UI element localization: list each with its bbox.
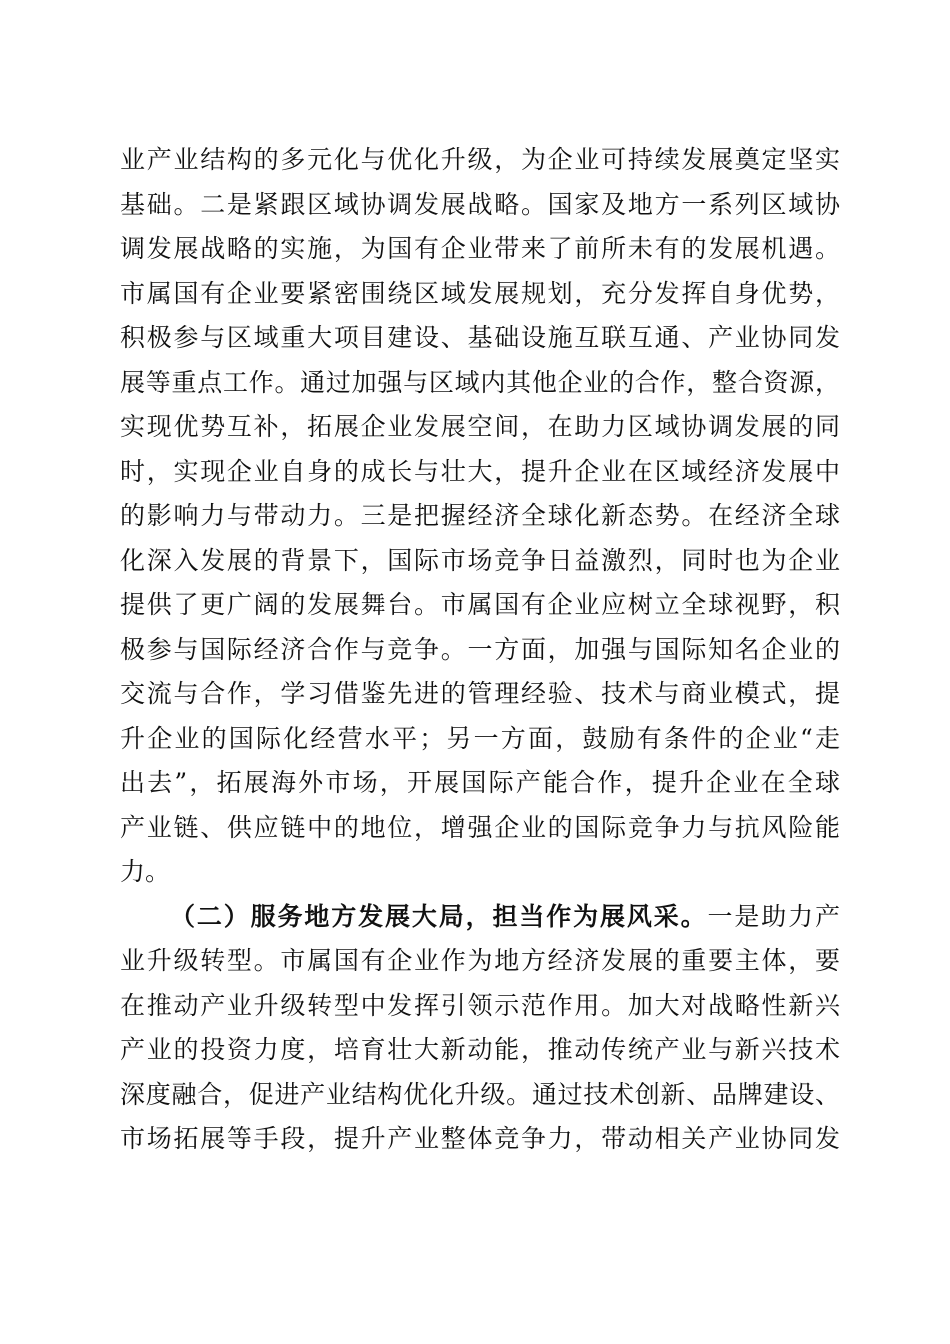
text-line: 实现优势互补，拓展企业发展空间，在助力区域协调发展的同: [120, 412, 840, 441]
text-line: 积极参与区域重大项目建设、基础设施互联互通、产业协同发: [120, 323, 840, 352]
text-line: 产业的投资力度，培育壮大新动能，推动传统产业与新兴技术: [120, 1035, 840, 1064]
text-line: 力。: [120, 857, 171, 886]
text-line: 市属国有企业要紧密围绕区域发展规划，充分发挥自身优势，: [120, 278, 840, 308]
text-line: 业升级转型。市属国有企业作为地方经济发展的重要主体，要: [120, 946, 840, 975]
section-first-line: [120, 895, 840, 940]
text-line: 展等重点工作。通过加强与区域内其他企业的合作，整合资源，: [120, 367, 840, 397]
text-line: 提供了更广阔的发展舞台。市属国有企业应树立全球视野，积: [120, 590, 840, 619]
text-line: 深度融合，促进产业结构优化升级。通过技术创新、品牌建设、: [120, 1079, 840, 1109]
document-body: [120, 138, 840, 1162]
text-line: 业产业结构的多元化与优化升级，为企业可持续发展奠定坚实: [120, 145, 840, 174]
text-line: 市场拓展等手段，提升产业整体竞争力，带动相关产业协同发: [120, 1124, 840, 1153]
text-line: 极参与国际经济合作与竞争。一方面，加强与国际知名企业的: [120, 634, 840, 664]
section-heading: （二）服务地方发展大局，担当作为展风采。: [170, 901, 708, 931]
text-line: 升企业的国际化经营水平；另一方面，鼓励有条件的企业“走: [120, 723, 840, 753]
section-first-line-text: 一是助力产: [707, 901, 840, 931]
text-line: 时，实现企业自身的成长与壮大，提升企业在区域经济发展中: [120, 456, 840, 486]
text-line: 化深入发展的背景下，国际市场竞争日益激烈，同时也为企业: [120, 545, 840, 575]
text-line: 产业链、供应链中的地位，增强企业的国际竞争力与抗风险能: [120, 812, 840, 842]
text-line: 调发展战略的实施，为国有企业带来了前所未有的发展机遇。: [120, 234, 840, 263]
text-line: 的影响力与带动力。三是把握经济全球化新态势。在经济全球: [120, 501, 840, 530]
text-line: 在推动产业升级转型中发挥引领示范作用。加大对战略性新兴: [120, 990, 840, 1020]
text-line: 交流与合作，学习借鉴先进的管理经验、技术与商业模式，提: [120, 679, 840, 708]
text-line: 基础。二是紧跟区域协调发展战略。国家及地方一系列区域协: [120, 189, 840, 219]
text-line: 出去”，拓展海外市场，开展国际产能合作，提升企业在全球: [120, 768, 840, 797]
